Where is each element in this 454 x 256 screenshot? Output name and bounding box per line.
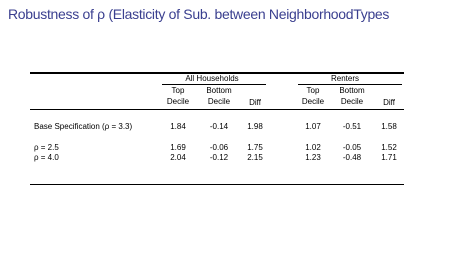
col-header-renters-bottom-1: Bottom xyxy=(339,86,365,95)
col-header-renters-top-1: Top xyxy=(306,86,320,95)
group-underline-all-households xyxy=(162,84,266,85)
cell-renters-top: 1.23 xyxy=(305,153,321,162)
col-header-all-top-1: Top xyxy=(171,86,185,95)
cell-all-top: 1.84 xyxy=(170,122,186,131)
col-header-renters-top-2: Decile xyxy=(301,97,325,106)
cell-renters-bottom: -0.05 xyxy=(342,143,362,152)
cell-all-diff: 1.75 xyxy=(247,143,263,152)
row-label: Base Specification (ρ = 3.3) xyxy=(34,122,133,131)
cell-all-diff: 2.15 xyxy=(247,153,263,162)
cell-renters-top: 1.02 xyxy=(305,143,321,152)
col-header-all-top-2: Decile xyxy=(166,97,190,106)
page-title: Robustness of ρ (Elasticity of Sub. between NeighborhoodTypes xyxy=(8,6,390,22)
cell-renters-top: 1.07 xyxy=(305,122,321,131)
cell-all-bottom: -0.14 xyxy=(209,122,229,131)
col-header-all-diff: Diff xyxy=(249,98,261,107)
header-bottom-rule xyxy=(30,109,404,110)
col-header-all-bottom-2: Decile xyxy=(207,97,231,106)
row-label: ρ = 2.5 xyxy=(34,143,59,152)
cell-all-top: 1.69 xyxy=(170,143,186,152)
col-header-renters-diff: Diff xyxy=(383,98,395,107)
cell-all-bottom: -0.06 xyxy=(209,143,229,152)
cell-renters-diff: 1.58 xyxy=(381,122,397,131)
row-label: ρ = 4.0 xyxy=(34,153,59,162)
cell-renters-bottom: -0.51 xyxy=(342,122,362,131)
cell-all-bottom: -0.12 xyxy=(209,153,229,162)
group-underline-renters xyxy=(298,84,402,85)
cell-all-diff: 1.98 xyxy=(247,122,263,131)
cell-renters-diff: 1.52 xyxy=(381,143,397,152)
cell-renters-bottom: -0.48 xyxy=(342,153,362,162)
cell-all-top: 2.04 xyxy=(170,153,186,162)
table-bottom-rule xyxy=(30,184,404,185)
col-header-all-bottom-1: Bottom xyxy=(206,86,232,95)
group-header-all-households: All Households xyxy=(185,74,239,83)
group-header-renters: Renters xyxy=(330,74,360,83)
cell-renters-diff: 1.71 xyxy=(381,153,397,162)
col-header-renters-bottom-2: Decile xyxy=(340,97,364,106)
